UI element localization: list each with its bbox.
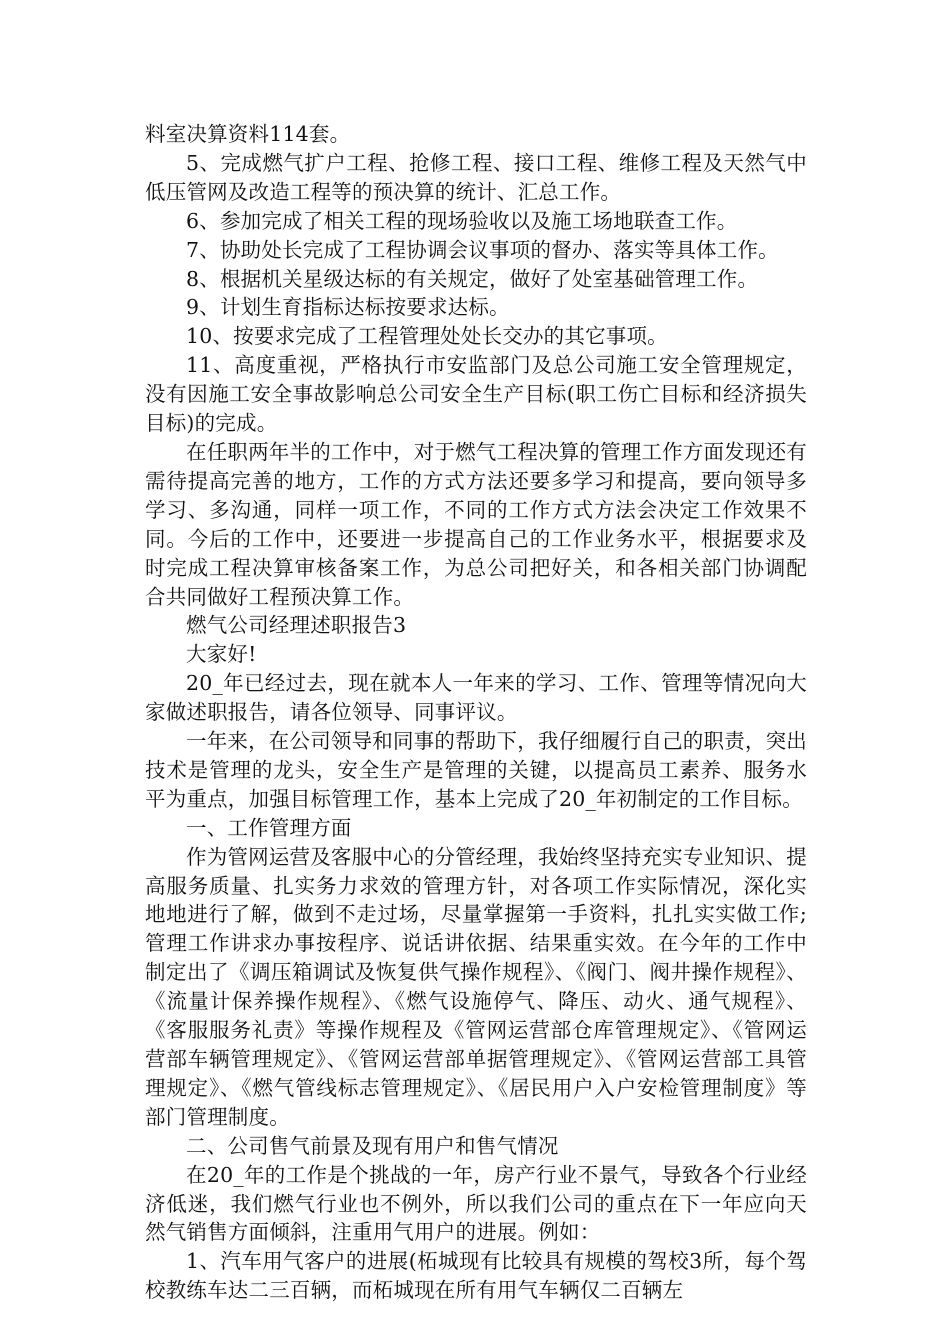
paragraph: 20_年已经过去，现在就本人一年来的学习、工作、管理等情况向大家做述职报告，请各位领导、同事评议。: [145, 671, 807, 725]
paragraph: 10、按要求完成了工程管理处处长交办的其它事项。: [186, 324, 668, 349]
paragraph: 1、汽车用气客户的进展(柘城现有比较具有规模的驾校3所，每个驾校教练车达二三百辆，而柘城现在所有用气车辆仅二百辆左: [145, 1249, 807, 1303]
paragraph: 6、参加完成了相关工程的现场验收以及施工场地联查工作。: [186, 208, 738, 233]
paragraph: 作为管网运营及客服中心的分管经理，我始终坚持充实专业知识、提高服务质量、扎实务力求效的管理方针，对各项工作实际情况，深化实地地进行了解，做到不走过场，尽量掌握第一手资料，扎扎实实做工作;管理工作讲求办事按程序、说话讲依据、结果重实效。在今年的工作中制定出了《调压箱调试及恢复供气操作规程》、《阀门、阀井操作规程》、《流量计保养操作规程》、《燃气设施停气、降压、动火、通气规程》、《客服服务礼责》等操作规程及《管网运营部仓库管理规定》、《管网运营部车辆管理规定》、《管网运营部单据管理规定》、《管网运营部工具管理规定》、《燃气管线标志管理规定》、《居民用户入户安检管理制度》等部门管理制度。: [145, 844, 807, 1129]
section-title: 燃气公司经理述职报告3: [186, 613, 407, 638]
paragraph: 11、高度重视，严格执行市安监部门及总公司施工安全管理规定，没有因施工安全事故影响总公司安全生产目标(职工伤亡目标和经济损失目标)的完成。: [145, 353, 807, 436]
document-body: [145, 120, 807, 1305]
greeting: 大家好!: [186, 642, 257, 667]
paragraph: 5、完成燃气扩户工程、抢修工程、接口工程、维修工程及天然气中低压管网及改造工程等的预决算的统计、汇总工作。: [145, 150, 807, 204]
paragraph: 一年来，在公司领导和同事的帮助下，我仔细履行自己的职责，突出技术是管理的龙头，安全生产是管理的关键，以提高员工素养、服务水平为重点，加强目标管理工作，基本上完成了20_年初制定的工作目标。: [145, 729, 807, 811]
paragraph: 7、协助处长完成了工程协调会议事项的督办、落实等具体工作。: [186, 237, 779, 262]
paragraph: 在20_年的工作是个挑战的一年，房产行业不景气，导致各个行业经济低迷，我们燃气行业也不例外，所以我们公司的重点在下一年应向天然气销售方面倾斜，注重用气用户的进展。例如：: [145, 1162, 807, 1245]
paragraph: 9、计划生育指标达标按要求达标。: [186, 295, 510, 320]
paragraph: 8、根据机关星级达标的有关规定，做好了处室基础管理工作。: [186, 266, 759, 291]
section-heading: 二、公司售气前景及现有用户和售气情况: [186, 1133, 559, 1158]
paragraph: 料室决算资料114套。: [145, 122, 351, 146]
section-heading: 一、工作管理方面: [186, 815, 352, 840]
paragraph: 在任职两年半的工作中，对于燃气工程决算的管理工作方面发现还有需待提高完善的地方，工作的方式方法还要多学习和提高，要向领导多学习、多沟通，同样一项工作，不同的工作方式方法会决定工作效果不同。今后的工作中，还要进一步提高自己的工作业务水平，根据要求及时完成工程决算审核备案工作，为总公司把好关，和各相关部门协调配合共同做好工程预决算工作。: [145, 439, 807, 609]
